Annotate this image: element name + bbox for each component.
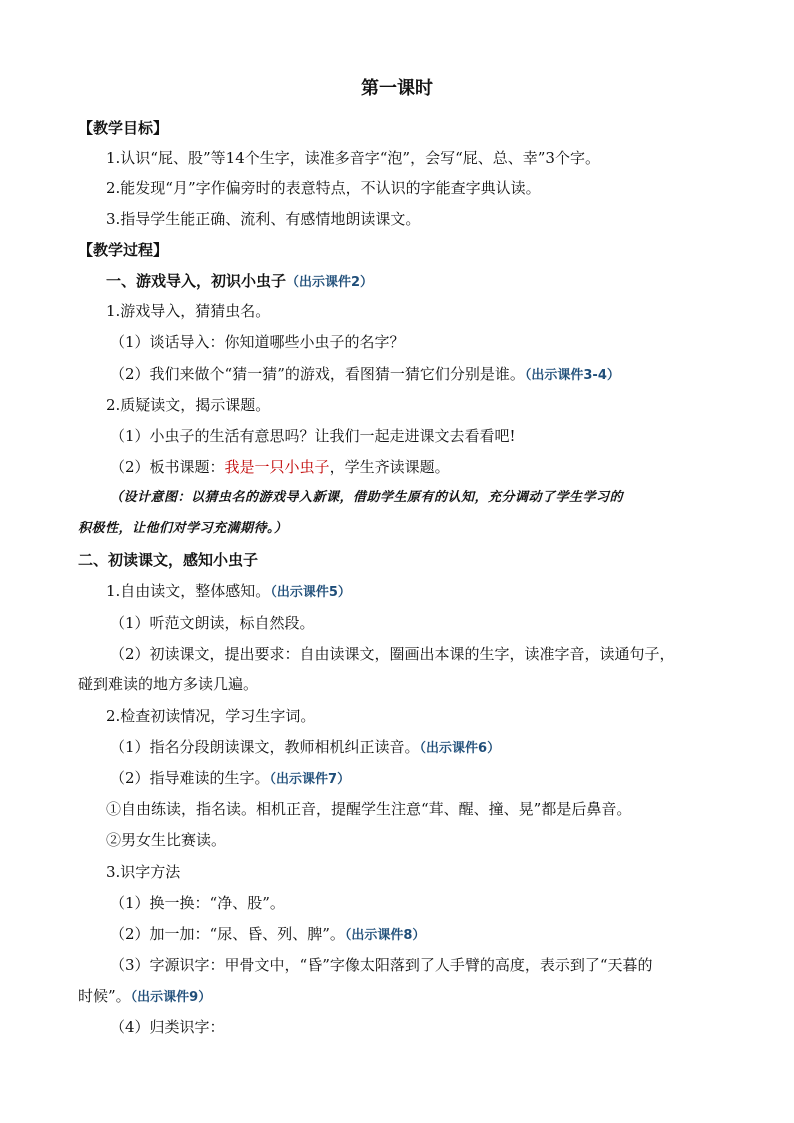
paragraph-line: 3.识字方法 [106,863,181,881]
section-heading-process: 【教学过程】 [78,241,169,259]
section-heading-goals: 【教学目标】 [78,119,169,137]
paragraph-line: （1）换一换：“净、股”。 [110,894,285,912]
paragraph-line [106,580,351,604]
paragraph-line: （3）字源识字：甲骨文中，“昏”字像太阳落到了人手臂的高度，表示到了“天暮的 [110,956,653,974]
page-title: 第一课时 [361,78,433,99]
paragraph-line: （1）听范文朗读，标自然段。 [110,614,315,632]
paragraph-line: 1.游戏导入，猜猜虫名。 [106,302,271,320]
courseware-ref: （出示课件7） [269,772,351,787]
paragraph-line: ②男女生比赛读。 [106,831,227,849]
paragraph-text: （2）我们来做个“猜一猜”的游戏，看图猜一猜它们分别是谁。 [110,365,525,383]
paragraph-text: （1）指名分段朗读课文，教师相机纠正读音。 [110,738,420,756]
goal-item-3: 3.指导学生能正确、流利、有感情地朗读课文。 [106,210,421,228]
paragraph-line [78,985,211,1009]
paragraph-line [110,736,500,760]
paragraph-text: （2）加一加：“尿、昏、列、脾”。 [110,925,345,943]
paragraph-text: 时候”。 [78,987,131,1005]
paragraph-line: 2.质疑读文，揭示课题。 [106,396,271,414]
paragraph-line [110,767,350,791]
design-note-line-2: 积极性，让他们对学习充满期待。） [78,521,288,536]
paragraph-line [110,923,425,947]
paragraph-line: （4）归类识字： [110,1018,225,1036]
lesson-title-red: 我是一只小虫子 [224,458,330,476]
part2-heading: 二、初读课文，感知小虫子 [78,551,259,569]
part1-heading-ref: （出示课件2） [286,275,374,290]
part1-heading-line [106,270,373,294]
goal-item-2: 2.能发现“月”字作偏旁时的表意特点，不认识的字能查字典认读。 [106,179,541,197]
paragraph-line: 碰到难读的地方多读几遍。 [78,675,259,693]
paragraph-text: 1.自由读文，整体感知。 [106,582,271,600]
paragraph-line: 2.检查初读情况，学习生字词。 [106,707,316,725]
courseware-ref: （出示课件3-4） [524,368,620,383]
paragraph-text: （2）板书课题： [110,458,225,476]
paragraph-line [110,363,620,387]
courseware-ref: （出示课件8） [344,928,426,943]
paragraph-line: （2）初读课文，提出要求：自由读课文，圈画出本课的生字，读准字音，读通句子， [110,645,675,663]
courseware-ref: （出示课件9） [130,990,212,1005]
courseware-ref: （出示课件5） [270,585,351,600]
paragraph-line: （1）谈话导入：你知道哪些小虫子的名字？ [110,333,405,351]
paragraph-text: ，学生齐读课题。 [329,458,450,476]
courseware-ref: （出示课件6） [419,741,501,756]
paragraph-line [110,456,450,478]
goal-item-1: 1.认识“屁、股”等14个生字，读准多音字“泡”，会写“屁、总、幸”3个字。 [106,149,600,167]
paragraph-line: ①自由练读，指名读。相机正音，提醒学生注意“茸、醒、撞、晃”都是后鼻音。 [106,800,632,818]
paragraph-text: （2）指导难读的生字。 [110,769,270,787]
paragraph-line: （1）小虫子的生活有意思吗？让我们一起走进课文去看看吧! [110,427,516,445]
design-note-line-1: （设计意图：以猜虫名的游戏导入新课，借助学生原有的认知，充分调动了学生学习的 [110,490,624,505]
part1-heading: 一、游戏导入，初识小虫子 [106,272,287,290]
